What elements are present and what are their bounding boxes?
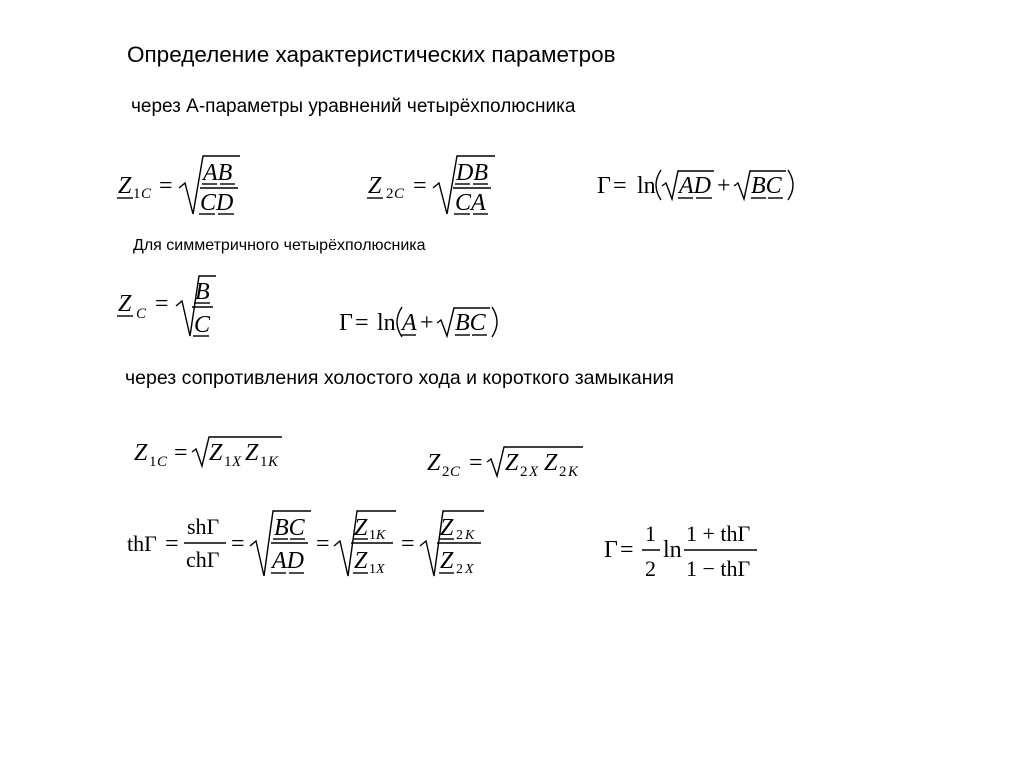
svg-text:Z: Z bbox=[354, 548, 368, 574]
formula-gamma-th bbox=[604, 521, 757, 581]
svg-text:chΓ: chΓ bbox=[186, 547, 220, 572]
svg-text:=: = bbox=[165, 531, 179, 557]
svg-text:DB: DB bbox=[456, 160, 488, 186]
formula-z2c-oc-sc bbox=[427, 447, 583, 480]
svg-text:AD: AD bbox=[272, 548, 304, 574]
svg-text:=: = bbox=[413, 173, 427, 199]
svg-text:2: 2 bbox=[559, 464, 567, 480]
svg-text:CA: CA bbox=[455, 190, 486, 216]
svg-text:2: 2 bbox=[386, 186, 394, 202]
slide-title: Определение характеристических параметров bbox=[127, 42, 616, 67]
svg-text:Z: Z bbox=[440, 548, 454, 574]
svg-text:BC: BC bbox=[274, 515, 305, 541]
svg-text:1 − thΓ: 1 − thΓ bbox=[686, 556, 751, 581]
svg-text:1: 1 bbox=[133, 186, 141, 202]
svg-text:2: 2 bbox=[456, 562, 463, 577]
svg-text:1: 1 bbox=[260, 454, 268, 470]
svg-text:Z: Z bbox=[505, 450, 519, 476]
svg-text:X: X bbox=[465, 562, 474, 577]
svg-text:K: K bbox=[268, 454, 279, 470]
svg-text:Z: Z bbox=[440, 515, 454, 541]
svg-text:C: C bbox=[141, 186, 152, 202]
svg-text:X: X bbox=[232, 454, 242, 470]
svg-text:BC: BC bbox=[455, 310, 486, 336]
svg-text:ln: ln bbox=[637, 173, 656, 199]
svg-text:A: A bbox=[402, 310, 417, 336]
formula-th-gamma bbox=[127, 511, 484, 577]
svg-text:=: = bbox=[401, 531, 415, 557]
formula-zc-symmetric bbox=[117, 276, 216, 338]
section-symmetric-heading: Для симметричного четырёхполюсника bbox=[133, 237, 426, 254]
svg-text:Z: Z bbox=[368, 173, 382, 199]
svg-text:Γ: Γ bbox=[339, 310, 353, 336]
svg-text:=: = bbox=[620, 537, 634, 563]
svg-text:ln: ln bbox=[663, 537, 682, 563]
svg-text:AB: AB bbox=[203, 160, 233, 186]
svg-text:1 + thΓ: 1 + thΓ bbox=[686, 521, 751, 546]
svg-text:2: 2 bbox=[520, 464, 528, 480]
svg-text:=: = bbox=[174, 440, 188, 466]
svg-text:C: C bbox=[157, 454, 168, 470]
svg-text:2: 2 bbox=[645, 556, 656, 581]
svg-text:Z: Z bbox=[118, 291, 132, 317]
svg-text:Z: Z bbox=[209, 440, 223, 466]
svg-text:X: X bbox=[529, 464, 539, 480]
svg-text:K: K bbox=[568, 464, 579, 480]
svg-text:K: K bbox=[376, 528, 386, 543]
svg-text:=: = bbox=[469, 450, 483, 476]
svg-text:ln: ln bbox=[377, 310, 396, 336]
formula-z2c-a-params bbox=[367, 156, 495, 216]
svg-text:=: = bbox=[316, 531, 330, 557]
svg-text:+: + bbox=[717, 173, 731, 199]
svg-text:1: 1 bbox=[369, 528, 376, 543]
svg-text:=: = bbox=[613, 173, 627, 199]
svg-text:thΓ: thΓ bbox=[127, 531, 157, 556]
svg-text:Z: Z bbox=[134, 440, 148, 466]
section-a-parameters-heading: через A-параметры уравнений четырёхполюсника bbox=[131, 96, 576, 117]
svg-text:=: = bbox=[231, 531, 245, 557]
svg-text:C: C bbox=[194, 312, 211, 338]
svg-text:2: 2 bbox=[442, 464, 450, 480]
svg-text:Γ: Γ bbox=[597, 173, 611, 199]
svg-text:C: C bbox=[136, 306, 147, 322]
svg-text:Z: Z bbox=[354, 515, 368, 541]
svg-text:shΓ: shΓ bbox=[187, 514, 220, 539]
svg-text:K: K bbox=[465, 528, 475, 543]
formula-z1c-a-params bbox=[117, 156, 240, 216]
svg-text:Z: Z bbox=[427, 450, 441, 476]
svg-text:2: 2 bbox=[456, 528, 463, 543]
svg-text:BC: BC bbox=[751, 173, 782, 199]
svg-text:=: = bbox=[155, 291, 169, 317]
formula-z1c-oc-sc bbox=[134, 437, 282, 470]
formula-gamma-a-params bbox=[597, 170, 793, 200]
svg-text:1: 1 bbox=[224, 454, 232, 470]
svg-text:X: X bbox=[376, 562, 385, 577]
svg-text:Z: Z bbox=[544, 450, 558, 476]
svg-text:=: = bbox=[159, 173, 173, 199]
svg-text:C: C bbox=[450, 464, 461, 480]
svg-text:Γ: Γ bbox=[604, 537, 618, 563]
formula-gamma-symmetric bbox=[339, 307, 497, 337]
svg-text:AD: AD bbox=[679, 173, 711, 199]
svg-text:Z: Z bbox=[245, 440, 259, 466]
svg-text:C: C bbox=[394, 186, 405, 202]
section-oc-sc-heading: через сопротивления холостого хода и короткого замыкания bbox=[125, 367, 674, 389]
svg-text:CD: CD bbox=[200, 190, 234, 216]
svg-text:=: = bbox=[355, 310, 369, 336]
svg-text:+: + bbox=[420, 310, 434, 336]
svg-text:1: 1 bbox=[645, 521, 656, 546]
svg-text:Z: Z bbox=[118, 173, 132, 199]
svg-text:1: 1 bbox=[369, 562, 376, 577]
svg-text:B: B bbox=[195, 279, 210, 305]
svg-text:1: 1 bbox=[149, 454, 157, 470]
